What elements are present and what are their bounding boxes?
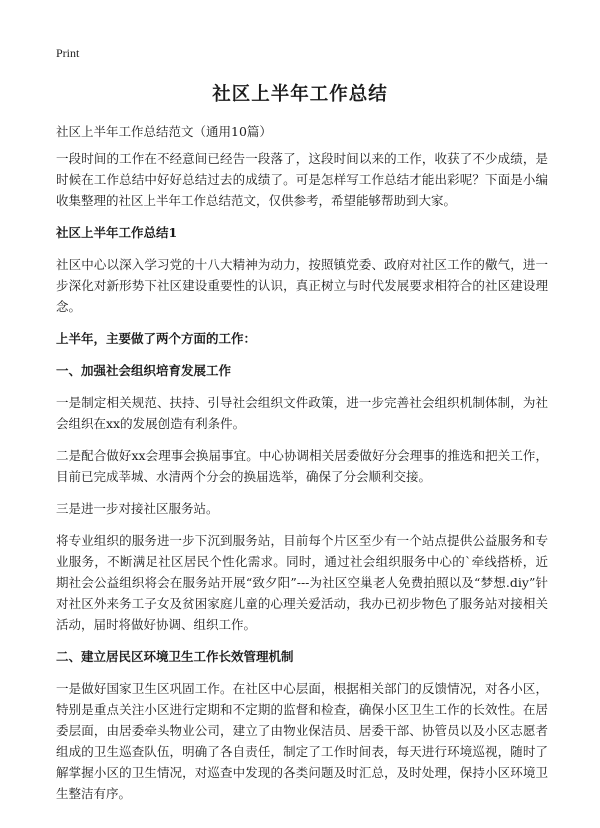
part-paragraph: 将专业组织的服务进一步下沉到服务站，目前每个片区至少有一个站点提供公益服务和专业服务，不断满足社区居民个性化需求。同时，通过社会组织服务中心的`牵线搭桥，近期社会公益组织将会在服务站开展“致夕阳”---为社区空巢老人免费拍照以及“梦想.diy”针对社区外来务工子女及贫困家庭儿童的心理关爱活动，我办已初步物色了服务站对接相关活动，届时将做好协调、组织工作。	[56, 533, 548, 632]
part-paragraph: 一是制定相关规范、扶持、引导社会组织文件政策，进一步完善社会组织机制体制，为社会组织在xx的发展创造有利条件。	[56, 395, 548, 431]
part-paragraph: 一是做好国家卫生区巩固工作。在社区中心层面，根据相关部门的反馈情况，对各小区，特别是重点关注小区进行定期和不定期的监督和检查，确保小区卫生工作的长效性。在居委层面，由居委牵头物业公司，建立了由物业保洁员、居委干部、协管员以及小区志愿者组成的卫生巡查队伍，明确了各自责任，制定了工作时间表，每天进行环境巡视，随时了解掌握小区的卫生情况，对巡查中发现的各类问题及时汇总，及时处理，保持小区环境卫生整洁有序。	[56, 681, 548, 801]
document-body	[56, 121, 548, 815]
part-heading: 二、建立居民区环境卫生工作长效管理机制	[56, 649, 294, 664]
summary-heading: 上半年，主要做了两个方面的工作：	[56, 331, 257, 346]
page-title: 社区上半年工作总结	[212, 84, 388, 105]
intro-paragraph: 一段时间的工作在不经意间已经告一段落了，这段时间以来的工作，收获了不少成绩，是时候在工作总结中好好总结过去的成绩了。可是怎样写工作总结才能出彩呢？下面是小编收集整理的社区上半年工作总结范文，仅供参考，希望能够帮助到大家。	[56, 151, 548, 208]
section-heading: 社区上半年工作总结1	[56, 225, 178, 240]
print-label[interactable]: Print	[56, 46, 80, 60]
part-heading: 一、加强社会组织培育发展工作	[56, 363, 232, 378]
part-paragraph: 三是进一步对接社区服务站。	[56, 501, 219, 516]
section-paragraph: 社区中心以深入学习党的十八大精神为动力，按照镇党委、政府对社区工作的儆气，进一步深化对新形势下社区建设重要性的认识，真正树立与时代发展要求相符合的社区建设理念。	[56, 257, 548, 314]
part-paragraph: 二是配合做好xx会理事会换届事宜。中心协调相关居委做好分会理事的推选和把关工作，目前已完成莘城、水清两个分会的换届选举，确保了分会顺利交接。	[56, 448, 548, 484]
document-subtitle: 社区上半年工作总结范文（通用10篇）	[56, 124, 272, 139]
